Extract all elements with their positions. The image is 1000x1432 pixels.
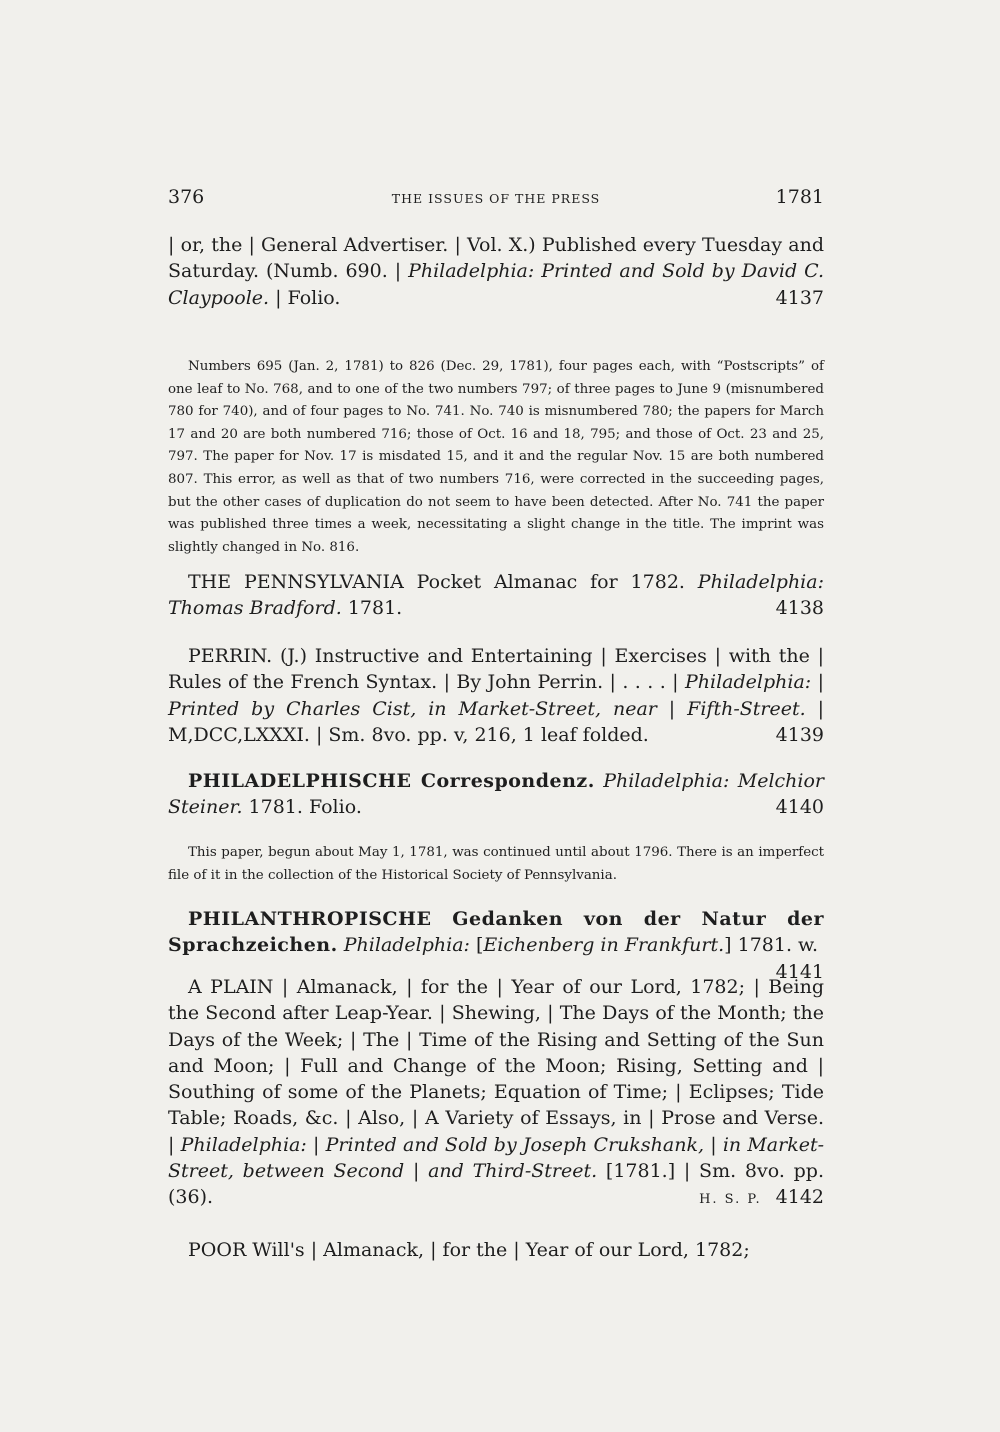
entry-4138 (168, 569, 824, 622)
entry-text: A PLAIN | Almanack, | for the | Year of our Lord, 1782; | Being the Second after Leap-Year. | Shewing, | The Days of the Month; the Days of the Week; | The | Time of the Rising and Setting of the Sun and Moon; | Full and Change of the Moon; Rising, Setting and | Southing of some of the Planets; Equation of Time; | Eclipses; Tide Table; Roads, &c. | Also, | A Variety of Essays, in | Prose and Verse. | (168, 976, 824, 1156)
entry-number: 4140 (775, 796, 824, 819)
entry-text: | (404, 1160, 429, 1183)
entry-fraktur-title: PHILADELPHISCHE Correspondenz. (188, 770, 595, 792)
entry-text: 1781. Folio. (242, 796, 362, 819)
location-mark: H. S. P. (699, 1192, 762, 1208)
entry-text: POOR Will's | Almanack, | for the | Year of our Lord, 1782; (188, 1239, 750, 1261)
entry-imprint: Philadelphia: Thomas Bradford. (168, 571, 824, 620)
header-year: 1781 (775, 186, 824, 208)
entry-4139 (168, 643, 824, 748)
entry-text: | Folio. (269, 286, 341, 309)
entry-imprint: Philadelphia: Melchior Steiner. (168, 770, 824, 819)
entry-poor-wills (168, 1237, 824, 1263)
entry-imprint: Printed and Sold by Joseph Crukshank, (325, 1133, 705, 1156)
entry-imprint: Eichenberg in Frankfurt. (483, 934, 725, 957)
entry-4142 (168, 974, 824, 1214)
entry-imprint: and Third-Street. (428, 1160, 598, 1183)
entry-number: 4142 (775, 1186, 824, 1209)
entry-text: 1781. (341, 597, 403, 620)
entry-text: | M,DCC,LXXXI. | Sm. 8vo. pp. v, 216, 1 leaf folded. (168, 697, 824, 746)
entry-imprint: Fifth-Street. (687, 697, 806, 720)
page-number: 376 (168, 186, 205, 208)
entry-text: | or, the | General Advertiser. | Vol. X.) Published every Tuesday and Saturday. (Numb. 690. | (168, 234, 824, 283)
entry-imprint: Printed by Charles Cist, in Market-Street, near (168, 697, 657, 720)
entry-text: [1781.] | Sm. 8vo. pp. (36). (168, 1160, 824, 1209)
running-title: THE ISSUES OF THE PRESS (391, 191, 601, 206)
entry-text: | (306, 1133, 326, 1156)
entry-text: ] 1781. w. (724, 934, 819, 957)
entry-text: | (811, 671, 824, 694)
note-4137: Numbers 695 (Jan. 2, 1781) to 826 (Dec. 29, 1781), four pages each, with “Postscripts” of one leaf to No. 768, and to one of the two numbers 797; of three pages to June 9 (misnumbered 780 for 740), and of four pages to No. 741. No. 740 is misnumbered 780; the papers for March 17 and 20 are both numbered 716; those of Oct. 16 and 18, 795; and those of Oct. 23 and 25, 797. The paper for Nov. 17 is misdated 15, and it and the regular Nov. 15 are both numbered 807. This error, as well as that of two numbers 716, were corrected in the succeeding pages, but the other cases of duplication do not seem to have been detected. After No. 741 the paper was published three times a week, necessitating a slight change in the title. The imprint was slightly changed in No. 816. (168, 359, 824, 555)
entry-imprint: Philadelphia: (343, 934, 470, 957)
entry-number-group (679, 1184, 824, 1213)
entry-4140 (168, 768, 824, 821)
entry-number: 4138 (775, 597, 824, 620)
entry-imprint: Philadelphia: (684, 671, 812, 694)
entry-number: 4139 (775, 723, 824, 746)
entry-text: | (656, 697, 688, 720)
entry-text: | (704, 1133, 723, 1156)
entry-fraktur-title: PHILANTHROPISCHE Gedanken von der Natur der Sprachzeichen. (168, 908, 824, 957)
note-4140: This paper, begun about May 1, 1781, was continued until about 1796. There is an imperfect file of it in the collection of the Historical Society of Pennsylvania. (168, 845, 824, 883)
entry-number: 4137 (775, 286, 824, 309)
entry-imprint: in Market-Street, between Second (168, 1133, 825, 1183)
entry-number: 4141 (775, 960, 824, 983)
entry-text: [ (469, 934, 484, 957)
entry-text: PERRIN. (J.) Instructive and Entertaining | Exercises | with the | Rules of the French Syntax. | By John Perrin. | . . . . | (168, 645, 824, 694)
page-header (168, 186, 824, 214)
entry-imprint: Philadelphia: (180, 1133, 307, 1156)
entry-text: THE PENNSYLVANIA Pocket Almanac for 1782. (188, 571, 698, 593)
entry-imprint: Philadelphia: Printed and Sold by David C. Claypoole. (168, 260, 824, 309)
entry-4137 (168, 232, 824, 311)
